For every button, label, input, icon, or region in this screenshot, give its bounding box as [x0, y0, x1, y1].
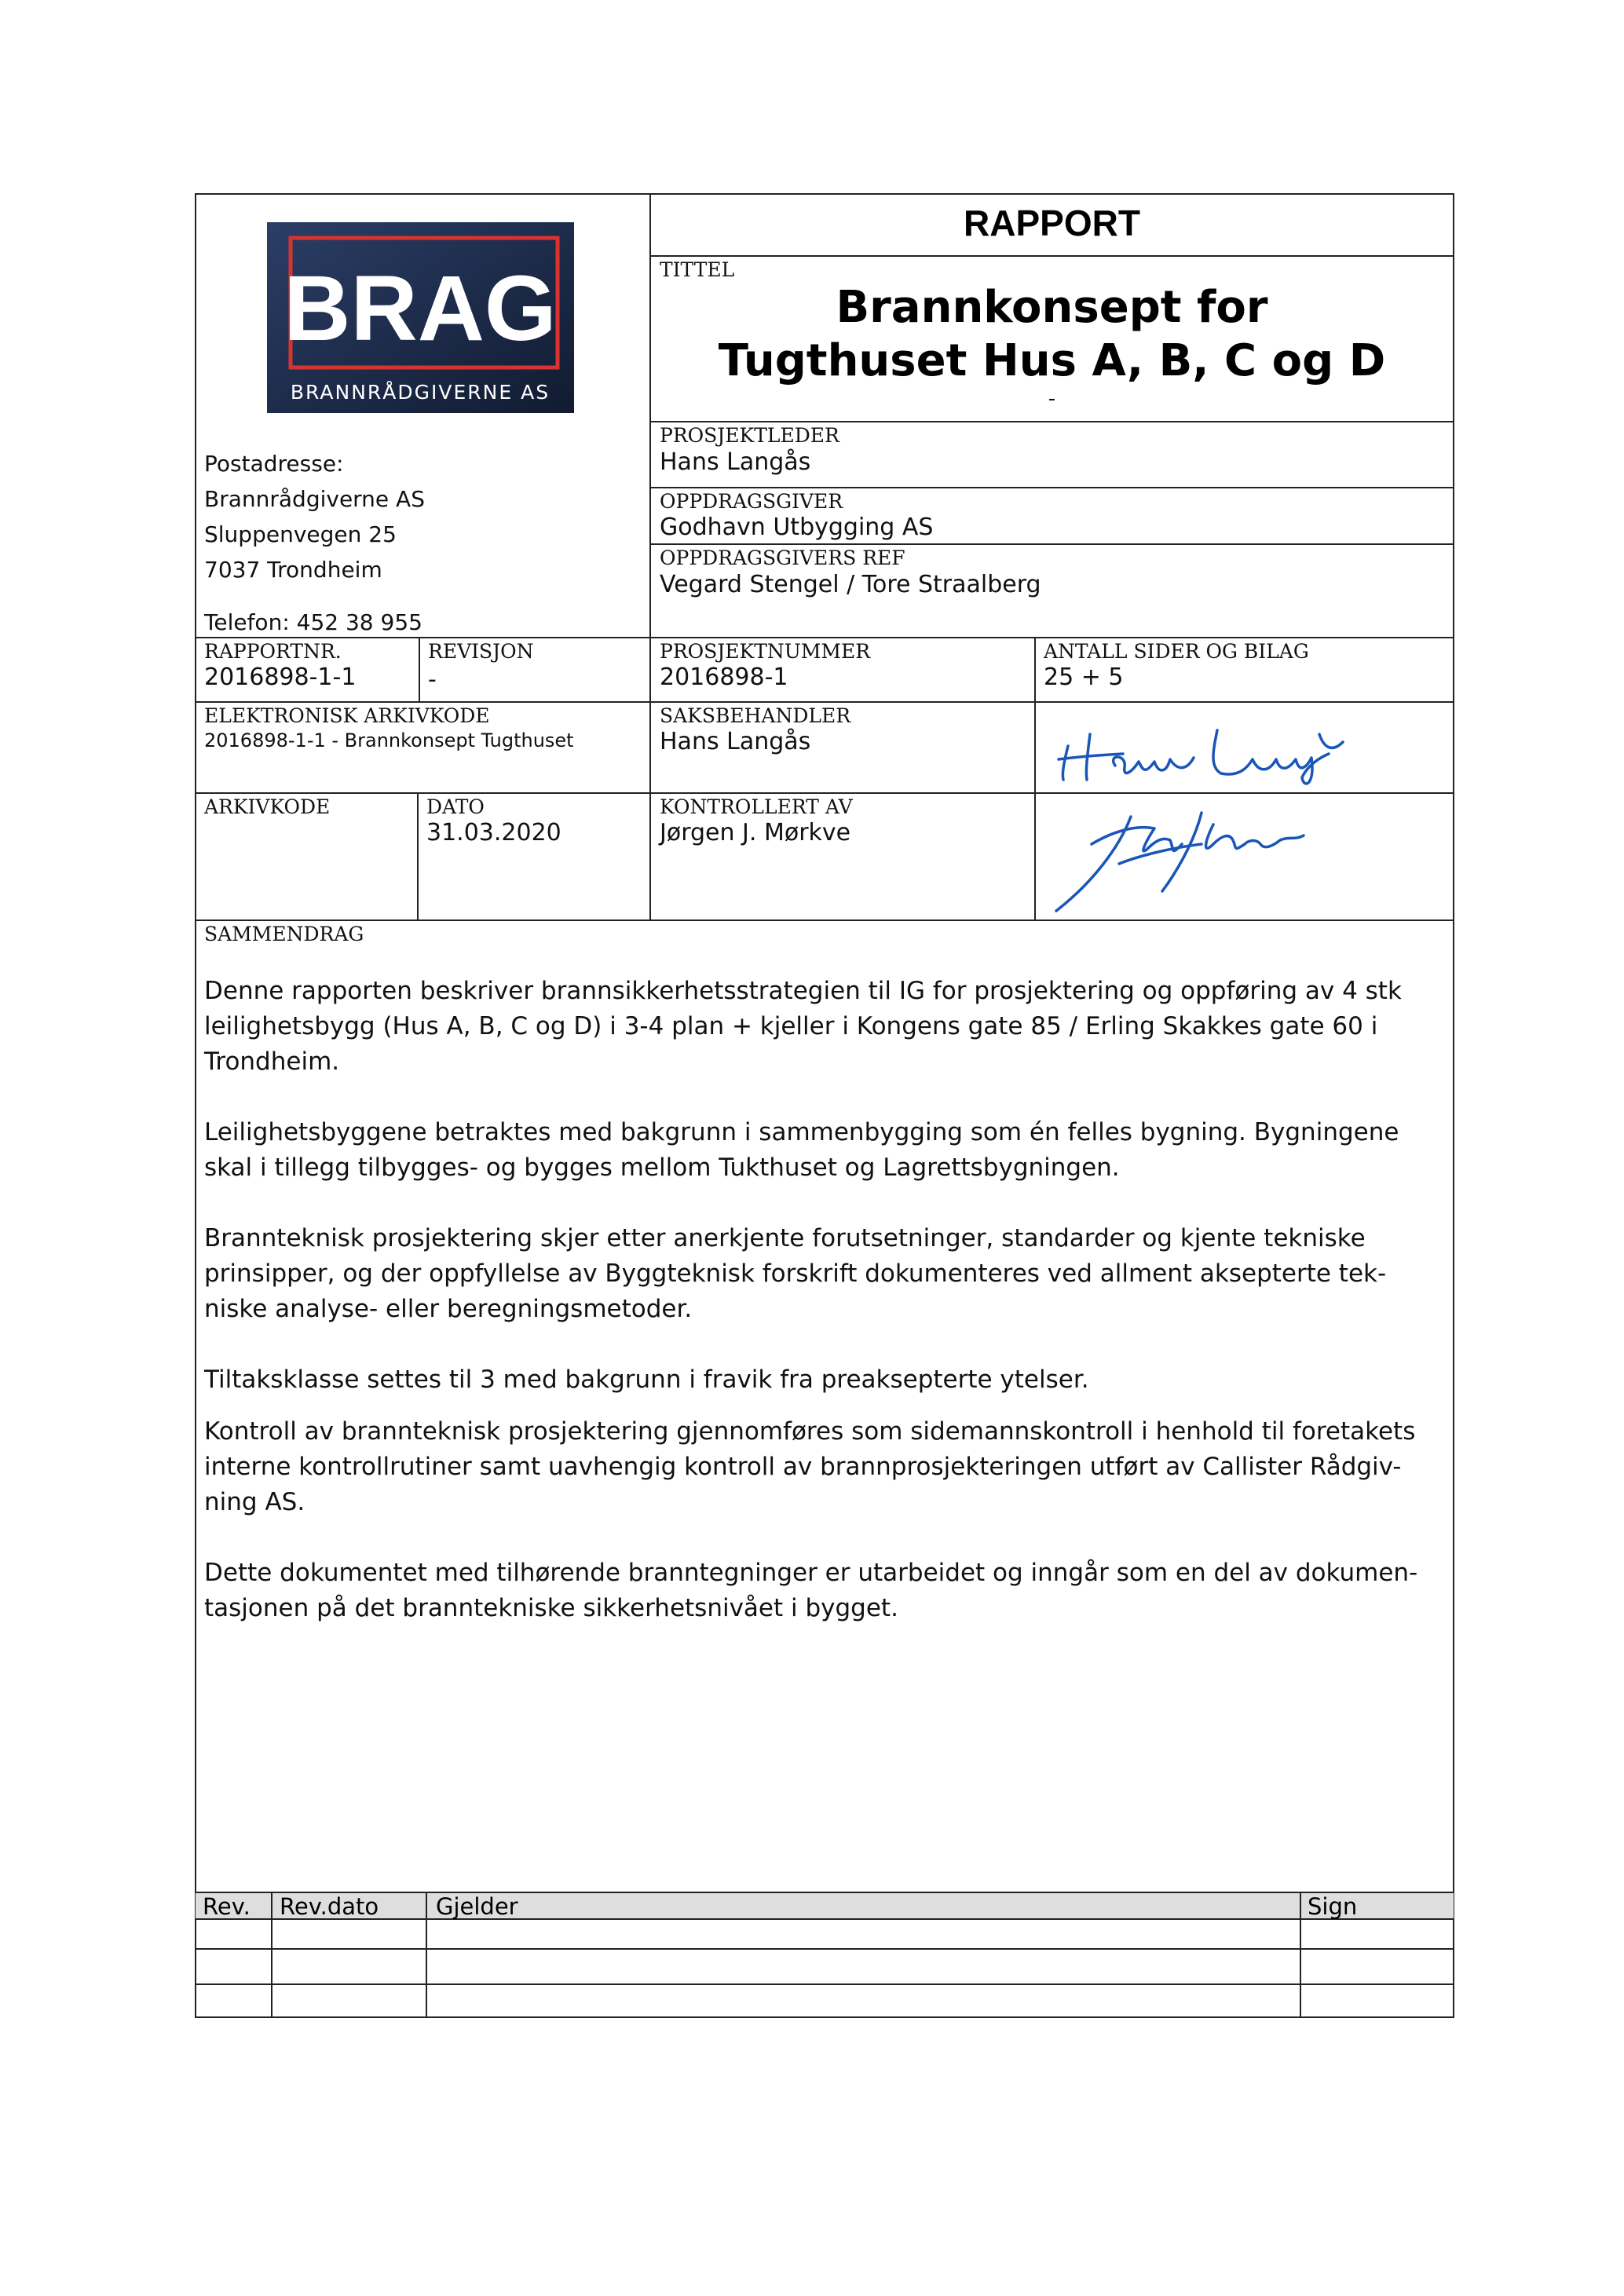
- svg-text:BRAG: BRAG: [283, 257, 557, 360]
- revision-table-header: [196, 1892, 1454, 1918]
- antall-label: ANTALL SIDER OG BILAG: [1044, 640, 1309, 663]
- elektronisk-arkivkode-value: 2016898-1-1 - Brannkonsept Tugthuset: [204, 729, 574, 751]
- postal-address: [204, 446, 425, 587]
- divider: [195, 701, 1454, 703]
- dato-value: 31.03.2020: [426, 819, 561, 846]
- phone: Telefon: 452 38 955: [204, 609, 422, 635]
- summary-line: Trondheim.: [204, 1047, 340, 1076]
- revisjon-label: REVISJON: [428, 640, 534, 663]
- divider: [195, 792, 1454, 794]
- report-title-line2: Tugthuset Hus A, B, C og D: [718, 335, 1386, 386]
- revision-row: [196, 1950, 1454, 1983]
- summary-label: SAMMENDRAG: [204, 923, 364, 945]
- address-city: 7037 Trondheim: [204, 557, 382, 583]
- rapportnr-value: 2016898-1-1: [204, 664, 357, 691]
- kontrollert-value: Jørgen J. Mørkve: [660, 819, 851, 846]
- antall-value: 25 + 5: [1044, 664, 1124, 691]
- svg-text:BRANNRÅDGIVERNE AS: BRANNRÅDGIVERNE AS: [290, 381, 550, 404]
- address-label: Postadresse:: [204, 451, 344, 477]
- revision-row: [196, 1985, 1454, 2016]
- oppdragsgiver-label: OPPDRAGSGIVER: [660, 490, 843, 513]
- summary-line: Dette dokumentet med tilhørende branntegninger er utarbeidet og inngår som en del av dokumen-: [204, 1559, 1418, 1587]
- title-label: TITTEL: [660, 258, 735, 281]
- summary-line: leilighetsbygg (Hus A, B, C og D) i 3-4 plan + kjeller i Kongens gate 85 / Erling Skakkes gate 60 i: [204, 1012, 1378, 1040]
- oppdragsgiver-value: Godhavn Utbygging AS: [660, 514, 934, 541]
- summary-line: tasjonen på det branntekniske sikkerhetsnivået i bygget.: [204, 1594, 898, 1622]
- dato-label: DATO: [426, 795, 485, 818]
- kontrollert-label: KONTROLLERT AV: [660, 795, 853, 818]
- signature-graphic: [1052, 711, 1366, 789]
- revision-header-rev: Rev.: [203, 1893, 251, 1920]
- prosjektleder-value: Hans Langås: [660, 448, 811, 476]
- oppdragsgivers-ref-value: Vegard Stengel / Tore Straalberg: [660, 571, 1041, 598]
- revision-header-concerns: Gjelder: [436, 1893, 518, 1920]
- divider: [195, 919, 1454, 921]
- kontrollert-signature: [1044, 801, 1343, 915]
- summary-line: Tiltaksklasse settes til 3 med bakgrunn i fravik fra preaksepterte ytelser.: [204, 1366, 1089, 1394]
- prosjektleder-label: PROSJEKTLEDER: [660, 424, 839, 447]
- summary-line: skal i tillegg tilbygges- og bygges mellom Tukthuset og Lagrettsbygningen.: [204, 1153, 1120, 1182]
- report-title-line1: Brannkonsept for: [836, 282, 1268, 333]
- divider: [1034, 637, 1036, 920]
- prosjektnummer-value: 2016898-1: [660, 664, 788, 691]
- report-heading: RAPPORT: [964, 203, 1140, 243]
- divider: [195, 1892, 1454, 1893]
- signature-graphic-2: [1044, 801, 1343, 915]
- revision-header-date: Rev.dato: [280, 1893, 379, 1920]
- summary-paragraph-1: [204, 974, 1445, 1080]
- summary-paragraph-2: [204, 1115, 1445, 1186]
- saksbehandler-label: SAKSBEHANDLER: [660, 704, 851, 727]
- summary-line: ning AS.: [204, 1488, 305, 1516]
- title-dash: -: [1048, 387, 1056, 411]
- divider: [649, 487, 1454, 488]
- report-title: [651, 281, 1453, 388]
- revision-row: [196, 1920, 1454, 1948]
- summary-line: interne kontrollrutiner samt uavhengig kontroll av brannprosjekteringen utført av Callister Rådgiv-: [204, 1453, 1402, 1481]
- address-street: Sluppenvegen 25: [204, 521, 397, 547]
- address-company: Brannrådgiverne AS: [204, 486, 425, 512]
- arkivkode-label: ARKIVKODE: [204, 795, 331, 818]
- summary-line: Kontroll av brannteknisk prosjektering gjennomføres som sidemannskontroll i henhold til foretakets: [204, 1417, 1416, 1446]
- summary-line: Brannteknisk prosjektering skjer etter anerkjente forutsetninger, standarder og kjente tekniske: [204, 1224, 1366, 1252]
- divider: [649, 255, 1454, 257]
- summary-paragraph-4: [204, 1362, 1445, 1398]
- divider: [417, 792, 419, 920]
- summary-line: Leilighetsbyggene betraktes med bakgrunn i sammenbygging som én felles bygning. Bygningene: [204, 1118, 1399, 1146]
- summary-line: Denne rapporten beskriver brannsikkerhetsstrategien til IG for prosjektering og oppføring av 4 stk: [204, 977, 1402, 1005]
- summary-paragraph-5: [204, 1414, 1445, 1520]
- elektronisk-arkivkode-label: ELEKTRONISK ARKIVKODE: [204, 704, 490, 727]
- divider: [649, 421, 1454, 422]
- brag-logo: [267, 222, 574, 413]
- revisjon-value: -: [428, 666, 437, 693]
- saksbehandler-signature: [1052, 711, 1366, 789]
- summary-line: niske analyse- eller beregningsmetoder.: [204, 1295, 693, 1323]
- summary-body: [204, 974, 1445, 1626]
- summary-paragraph-6: [204, 1556, 1445, 1626]
- oppdragsgivers-ref-label: OPPDRAGSGIVERS REF: [660, 547, 905, 569]
- summary-paragraph-3: [204, 1221, 1445, 1327]
- saksbehandler-value: Hans Langås: [660, 728, 811, 755]
- prosjektnummer-label: PROSJEKTNUMMER: [660, 640, 871, 663]
- brag-logo-graphic: [267, 222, 574, 413]
- divider: [649, 543, 1454, 545]
- revision-header-sign: Sign: [1308, 1893, 1358, 1920]
- summary-line: prinsipper, og der oppfyllelse av Byggteknisk forskrift dokumenteres ved allment aksepterte tek-: [204, 1260, 1387, 1288]
- divider: [419, 637, 420, 702]
- rapportnr-label: RAPPORTNR.: [204, 640, 342, 663]
